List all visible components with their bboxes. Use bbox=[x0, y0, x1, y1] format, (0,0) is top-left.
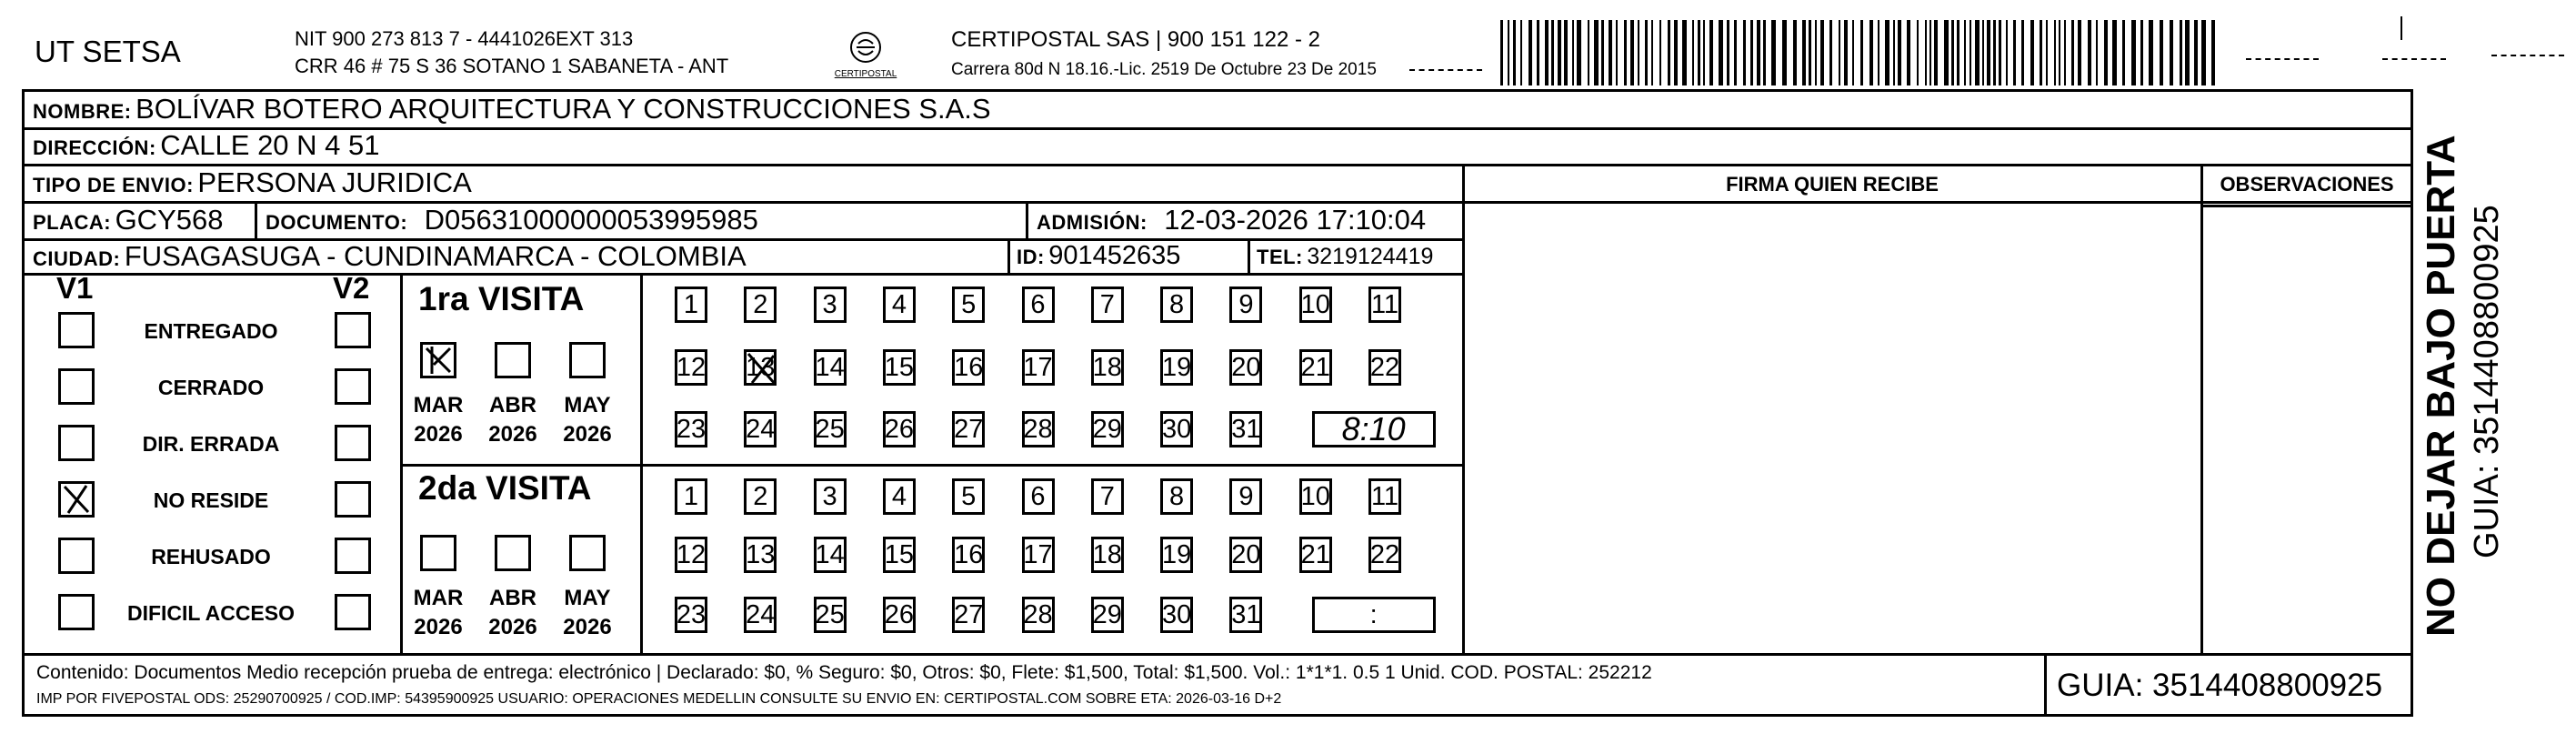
day-box[interactable]: 13 bbox=[744, 537, 777, 573]
day-box[interactable]: 19 bbox=[1160, 537, 1193, 573]
firma-header: FIRMA QUIEN RECIBE bbox=[1726, 173, 1939, 196]
barcode-bar bbox=[1520, 20, 1522, 85]
day-box[interactable]: 27 bbox=[952, 411, 985, 447]
barcode-bar bbox=[2185, 20, 2190, 85]
day-box[interactable]: 16 bbox=[952, 537, 985, 573]
day-box[interactable]: 25 bbox=[814, 597, 847, 633]
barcode-bar bbox=[1757, 20, 1760, 85]
day-box[interactable]: 9 bbox=[1229, 287, 1262, 323]
v2-checkbox[interactable] bbox=[335, 594, 371, 630]
barcode-bar bbox=[2064, 20, 2066, 85]
barcode-bar bbox=[2006, 20, 2008, 85]
direccion-row bbox=[33, 129, 380, 162]
placa-value: GCY568 bbox=[115, 204, 224, 236]
barcode-bar bbox=[1771, 20, 1776, 85]
barcode-bar bbox=[1630, 20, 1634, 85]
month-label: ABR bbox=[489, 393, 536, 417]
v2-checkbox[interactable] bbox=[335, 312, 371, 348]
month-checkbox[interactable] bbox=[420, 342, 456, 378]
day-box[interactable]: 30 bbox=[1160, 411, 1193, 447]
documento-value: D05631000000053995985 bbox=[424, 204, 758, 236]
cut-dash-right-2 bbox=[2382, 58, 2446, 60]
barcode-bar bbox=[1951, 20, 1954, 85]
tel-value: 3219124419 bbox=[1307, 244, 1434, 269]
barcode-bar bbox=[1668, 20, 1670, 85]
v1-checkbox[interactable] bbox=[58, 481, 95, 518]
day-box[interactable]: 18 bbox=[1091, 349, 1124, 386]
nit-line: NIT 900 273 813 7 - 4441026EXT 313 bbox=[295, 27, 634, 50]
barcode-bar bbox=[1743, 20, 1746, 85]
barcode-bar bbox=[1734, 20, 1737, 85]
barcode-bar bbox=[2194, 20, 2198, 85]
day-box[interactable]: 31 bbox=[1229, 597, 1262, 633]
cut-mark bbox=[2401, 16, 2402, 40]
v2-header: V2 bbox=[333, 271, 370, 305]
visit-divider bbox=[400, 464, 1464, 467]
footer-guia: GUIA: 3514408800925 bbox=[2057, 668, 2383, 703]
day-box[interactable]: 1 bbox=[675, 287, 707, 323]
barcode-bar bbox=[2059, 20, 2060, 85]
barcode-bar bbox=[1659, 20, 1661, 85]
barcode-bar bbox=[2211, 20, 2215, 85]
day-box[interactable]: 15 bbox=[883, 349, 916, 386]
barcode-bar bbox=[1878, 20, 1879, 85]
barcode-bar bbox=[1987, 20, 1990, 85]
certipostal-sub: Carrera 80d N 18.16.-Lic. 2519 De Octubre 23 De 2015 bbox=[951, 60, 1377, 79]
month-checkbox[interactable] bbox=[569, 342, 606, 378]
barcode-bar bbox=[2131, 20, 2136, 85]
day-box[interactable]: 10 bbox=[1299, 287, 1332, 323]
day-box[interactable]: 17 bbox=[1022, 349, 1055, 386]
month-label: MAY bbox=[564, 586, 611, 610]
barcode-bar bbox=[1545, 20, 1549, 85]
tipo-value: PERSONA JURIDICA bbox=[197, 166, 472, 198]
barcode-bar bbox=[2140, 20, 2143, 85]
day-box[interactable]: 25 bbox=[814, 411, 847, 447]
day-box[interactable]: 23 bbox=[675, 411, 707, 447]
barcode-bar bbox=[1513, 20, 1516, 85]
row-line bbox=[22, 273, 1463, 276]
barcode-bar bbox=[2030, 20, 2034, 85]
barcode-bar bbox=[1727, 20, 1729, 85]
day-box[interactable]: 20 bbox=[1229, 349, 1262, 386]
v1-checkbox[interactable] bbox=[58, 312, 95, 348]
barcode-bar bbox=[2096, 20, 2098, 85]
day-box[interactable]: 2 bbox=[744, 478, 777, 515]
barcode-bar bbox=[2013, 20, 2016, 85]
v2-checkbox[interactable] bbox=[335, 368, 371, 405]
barcode-bar bbox=[2088, 20, 2091, 85]
day-box[interactable]: 4 bbox=[883, 478, 916, 515]
barcode-bar bbox=[1692, 20, 1694, 85]
nombre-row bbox=[33, 93, 991, 126]
col-line bbox=[1007, 238, 1010, 273]
day-box[interactable]: 12 bbox=[675, 537, 707, 573]
status-label: DIR. ERRADA bbox=[142, 432, 280, 456]
barcode-bar bbox=[2071, 20, 2074, 85]
barcode-bar bbox=[2112, 20, 2117, 85]
barcode-bar bbox=[2122, 20, 2125, 85]
month-label: MAY bbox=[564, 393, 611, 417]
day-box[interactable]: 24 bbox=[744, 411, 777, 447]
barcode-bar bbox=[2160, 20, 2163, 85]
barcode-bar bbox=[2078, 20, 2081, 85]
barcode-bar bbox=[1594, 20, 1599, 85]
barcode-bar bbox=[1844, 20, 1848, 85]
barcode-bar bbox=[1934, 20, 1938, 85]
day-box[interactable]: 19 bbox=[1160, 349, 1193, 386]
barcode-bar bbox=[1815, 20, 1817, 85]
visita2-title: 2da VISITA bbox=[418, 469, 592, 507]
barcode-bar bbox=[1638, 20, 1639, 85]
company-name: UT SETSA bbox=[35, 35, 181, 68]
barcode-bar bbox=[1793, 20, 1797, 85]
row-line bbox=[2200, 205, 2413, 207]
barcode-bar bbox=[1609, 20, 1612, 85]
v2-checkbox[interactable] bbox=[335, 538, 371, 574]
documento-label: DOCUMENTO: bbox=[266, 211, 408, 234]
nombre-label: NOMBRE: bbox=[33, 100, 132, 123]
v2-checkbox[interactable] bbox=[335, 481, 371, 518]
day-box[interactable]: 22 bbox=[1368, 349, 1401, 386]
day-box[interactable]: 29 bbox=[1091, 597, 1124, 633]
month-label: MAR bbox=[413, 586, 464, 610]
month-checkbox[interactable] bbox=[495, 342, 531, 378]
day-box[interactable]: 18 bbox=[1091, 537, 1124, 573]
observaciones-header: OBSERVACIONES bbox=[2220, 173, 2394, 196]
barcode-bar bbox=[1719, 20, 1723, 85]
footer-line2: IMP POR FIVEPOSTAL ODS: 25290700925 / COD.IMP: 54395900925 USUARIO: OPERACIONES MEDELLIN CONSULTE SU ENVIO EN: CERTIPOSTAL.COM SOBRE ETA: 2026-03-16 D+2 bbox=[36, 691, 1282, 707]
obs-divider bbox=[2200, 164, 2203, 653]
day-box[interactable]: 9 bbox=[1229, 478, 1262, 515]
direccion-label: DIRECCIÓN: bbox=[33, 136, 156, 159]
day-box[interactable]: 14 bbox=[814, 537, 847, 573]
visita1-title: 1ra VISITA bbox=[418, 280, 585, 317]
day-box[interactable]: 3 bbox=[814, 478, 847, 515]
barcode-bar bbox=[2170, 20, 2173, 85]
tel-cell bbox=[1257, 244, 1433, 270]
barcode-bar bbox=[1651, 20, 1653, 85]
row-line bbox=[22, 653, 2413, 656]
barcode-bar bbox=[1703, 20, 1705, 85]
day-box[interactable]: 11 bbox=[1368, 287, 1401, 323]
status-label: ENTREGADO bbox=[144, 319, 278, 343]
barcode-bar bbox=[1564, 20, 1568, 85]
barcode-bar bbox=[1624, 20, 1627, 85]
footer-line1: Contenido: Documentos Medio recepción prueba de entrega: electrónico | Declarado: $0, % Seguro: $0, Otros: $0, Flete: $1,500, Total: $1,500. Vol.: 1*1*1. 0.5 1 Unid. COD. POSTAL: 252212 bbox=[36, 662, 1652, 683]
barcode-bar bbox=[1975, 20, 1980, 85]
grid-divider bbox=[400, 273, 403, 653]
barcode-bar bbox=[1577, 20, 1581, 85]
admision-cell bbox=[1037, 204, 1426, 236]
id-value: 901452635 bbox=[1048, 241, 1181, 270]
barcode-bar bbox=[1616, 20, 1618, 85]
cut-dash bbox=[1409, 69, 1482, 71]
day-box[interactable]: 2 bbox=[744, 287, 777, 323]
barcode-bar bbox=[1529, 20, 1532, 85]
barcode-bar bbox=[1709, 20, 1713, 85]
day-box[interactable]: 7 bbox=[1091, 287, 1124, 323]
day-box[interactable]: 26 bbox=[883, 597, 916, 633]
barcode-bar bbox=[1829, 20, 1832, 85]
barcode-bar bbox=[1898, 20, 1901, 85]
day-box[interactable]: 21 bbox=[1299, 349, 1332, 386]
v1-checkbox[interactable] bbox=[58, 425, 95, 461]
day-box[interactable]: 26 bbox=[883, 411, 916, 447]
admision-value: 12-03-2026 17:10:04 bbox=[1164, 204, 1427, 236]
col-line bbox=[1026, 201, 1028, 238]
barcode-bar bbox=[2104, 20, 2108, 85]
barcode-bar bbox=[1820, 20, 1824, 85]
tipo-row bbox=[33, 166, 472, 199]
barcode-bar bbox=[2040, 20, 2042, 85]
check-x-icon bbox=[423, 345, 454, 376]
barcode-bar bbox=[1944, 20, 1949, 85]
barcode-bar bbox=[1993, 20, 1996, 85]
placa-label: PLACA: bbox=[33, 211, 112, 234]
col-line bbox=[255, 201, 257, 238]
id-cell bbox=[1017, 241, 1180, 271]
guia-divider bbox=[2044, 653, 2047, 717]
year-label: 2026 bbox=[488, 422, 537, 447]
status-label: NO RESIDE bbox=[153, 488, 269, 512]
barcode-bar bbox=[1802, 20, 1806, 85]
status-label: REHUSADO bbox=[151, 545, 271, 568]
day-box[interactable]: 3 bbox=[814, 287, 847, 323]
day-box[interactable]: 28 bbox=[1022, 597, 1055, 633]
v1-checkbox[interactable] bbox=[58, 538, 95, 574]
year-label: 2026 bbox=[414, 422, 463, 447]
year-label: 2026 bbox=[488, 615, 537, 639]
barcode-bar bbox=[1869, 20, 1873, 85]
nombre-value: BOLÍVAR BOTERO ARQUITECTURA Y CONSTRUCCIONES S.A.S bbox=[135, 93, 991, 125]
time-box[interactable]: 8:10 bbox=[1312, 411, 1436, 447]
ciudad-value: FUSAGASUGA - CUNDINAMARCA - COLOMBIA bbox=[124, 240, 747, 272]
check-x-icon bbox=[61, 484, 92, 515]
cut-dash-right bbox=[2246, 58, 2319, 60]
v1-header: V1 bbox=[56, 271, 94, 305]
barcode-bar bbox=[1763, 20, 1766, 85]
tel-label: TEL: bbox=[1257, 246, 1303, 268]
barcode-bar bbox=[1674, 20, 1678, 85]
day-box[interactable]: 4 bbox=[883, 287, 916, 323]
barcode-bar bbox=[2054, 20, 2056, 85]
time-box[interactable]: : bbox=[1312, 597, 1436, 633]
barcode-bar bbox=[1885, 20, 1889, 85]
barcode-bar bbox=[1852, 20, 1854, 85]
ciudad-label: CIUDAD: bbox=[33, 247, 121, 270]
direccion-value: CALLE 20 N 4 51 bbox=[160, 129, 380, 161]
day-box[interactable]: 20 bbox=[1229, 537, 1262, 573]
id-label: ID: bbox=[1017, 246, 1045, 268]
barcode-bar bbox=[1907, 20, 1910, 85]
day-box[interactable]: 28 bbox=[1022, 411, 1055, 447]
day-box[interactable]: 24 bbox=[744, 597, 777, 633]
day-box[interactable]: 29 bbox=[1091, 411, 1124, 447]
day-box[interactable]: 15 bbox=[883, 537, 916, 573]
day-box[interactable]: 16 bbox=[952, 349, 985, 386]
check-x-icon bbox=[747, 352, 777, 387]
barcode-bar bbox=[1999, 20, 2001, 85]
v1-checkbox[interactable] bbox=[58, 594, 95, 630]
year-label: 2026 bbox=[414, 615, 463, 639]
barcode-bar bbox=[1551, 20, 1554, 85]
day-box[interactable]: 12 bbox=[675, 349, 707, 386]
day-box-label: 13 bbox=[746, 352, 776, 382]
placa-cell bbox=[33, 204, 223, 236]
barcode-bar bbox=[1982, 20, 1984, 85]
certipostal-logo bbox=[831, 27, 900, 82]
barcode-bar bbox=[1809, 20, 1811, 85]
grid-divider bbox=[640, 273, 643, 653]
day-box[interactable]: 5 bbox=[952, 478, 985, 515]
tipo-label: TIPO DE ENVIO: bbox=[33, 174, 194, 196]
day-box[interactable]: 17 bbox=[1022, 537, 1055, 573]
barcode-bar bbox=[2201, 20, 2206, 85]
day-box[interactable]: 7 bbox=[1091, 478, 1124, 515]
barcode-bar bbox=[1925, 20, 1927, 85]
day-box[interactable]: 27 bbox=[952, 597, 985, 633]
day-box[interactable]: 22 bbox=[1368, 537, 1401, 573]
barcode-bar bbox=[1964, 20, 1966, 85]
day-box[interactable]: 8 bbox=[1160, 478, 1193, 515]
barcode-bar bbox=[1929, 20, 1931, 85]
barcode-bar bbox=[1893, 20, 1895, 85]
month-label: MAR bbox=[413, 393, 464, 417]
barcode-bar bbox=[1601, 20, 1604, 85]
barcode-bar bbox=[1917, 20, 1919, 85]
barcode-bar bbox=[1558, 20, 1561, 85]
cut-dash-right-3 bbox=[2491, 55, 2564, 56]
day-box[interactable]: 11 bbox=[1368, 478, 1401, 515]
barcode-bar bbox=[1860, 20, 1863, 85]
barcode-bar bbox=[2021, 20, 2024, 85]
barcode-bar bbox=[1698, 20, 1700, 85]
day-box[interactable]: 5 bbox=[952, 287, 985, 323]
barcode-bar bbox=[1839, 20, 1840, 85]
side-guia: GUIA: 3514408800925 bbox=[2468, 205, 2506, 558]
v1-checkbox[interactable] bbox=[58, 368, 95, 405]
barcode-bar bbox=[2149, 20, 2153, 85]
day-box[interactable]: 8 bbox=[1160, 287, 1193, 323]
day-box[interactable]: 6 bbox=[1022, 287, 1055, 323]
day-box[interactable]: 6 bbox=[1022, 478, 1055, 515]
barcode-bar bbox=[1682, 20, 1687, 85]
day-box[interactable]: 21 bbox=[1299, 537, 1332, 573]
barcode-bar bbox=[1750, 20, 1753, 85]
barcode bbox=[1500, 0, 2231, 91]
col-line bbox=[1248, 238, 1250, 273]
day-box[interactable]: 1 bbox=[675, 478, 707, 515]
barcode-bar bbox=[1508, 20, 1509, 85]
status-label: CERRADO bbox=[157, 376, 265, 399]
day-box[interactable]: 10 bbox=[1299, 478, 1332, 515]
status-label: DIFICIL ACCESO bbox=[126, 601, 295, 625]
barcode-bar bbox=[1645, 20, 1648, 85]
barcode-bar bbox=[1500, 20, 1503, 85]
barcode-bar bbox=[1572, 20, 1574, 85]
ciudad-cell bbox=[33, 240, 747, 273]
barcode-bar bbox=[1970, 20, 1971, 85]
barcode-bar bbox=[1537, 20, 1539, 85]
year-label: 2026 bbox=[563, 615, 612, 639]
barcode-bar bbox=[2046, 20, 2048, 85]
certipostal-title: CERTIPOSTAL SAS | 900 151 122 - 2 bbox=[951, 27, 1320, 52]
admision-label: ADMISIÓN: bbox=[1037, 211, 1148, 234]
logo-text: CERTIPOSTAL bbox=[834, 69, 897, 79]
month-label: ABR bbox=[489, 586, 536, 610]
barcode-bar bbox=[2180, 20, 2182, 85]
year-label: 2026 bbox=[563, 422, 612, 447]
address-line: CRR 46 # 75 S 36 SOTANO 1 SABANETA - ANT bbox=[295, 55, 729, 77]
barcode-bar bbox=[1782, 20, 1787, 85]
firma-divider bbox=[1462, 164, 1465, 653]
barcode-bar bbox=[1588, 20, 1589, 85]
day-box[interactable]: 30 bbox=[1160, 597, 1193, 633]
month-checkbox[interactable] bbox=[569, 535, 606, 571]
day-box[interactable]: 31 bbox=[1229, 411, 1262, 447]
barcode-bar bbox=[1957, 20, 1960, 85]
month-checkbox[interactable] bbox=[420, 535, 456, 571]
day-box[interactable] bbox=[744, 349, 777, 386]
v2-checkbox[interactable] bbox=[335, 425, 371, 461]
day-box[interactable]: 14 bbox=[814, 349, 847, 386]
day-box[interactable]: 23 bbox=[675, 597, 707, 633]
side-warning: NO DEJAR BAJO PUERTA bbox=[2419, 135, 2463, 637]
row-line bbox=[22, 127, 2413, 130]
documento-cell bbox=[266, 204, 758, 236]
month-checkbox[interactable] bbox=[495, 535, 531, 571]
